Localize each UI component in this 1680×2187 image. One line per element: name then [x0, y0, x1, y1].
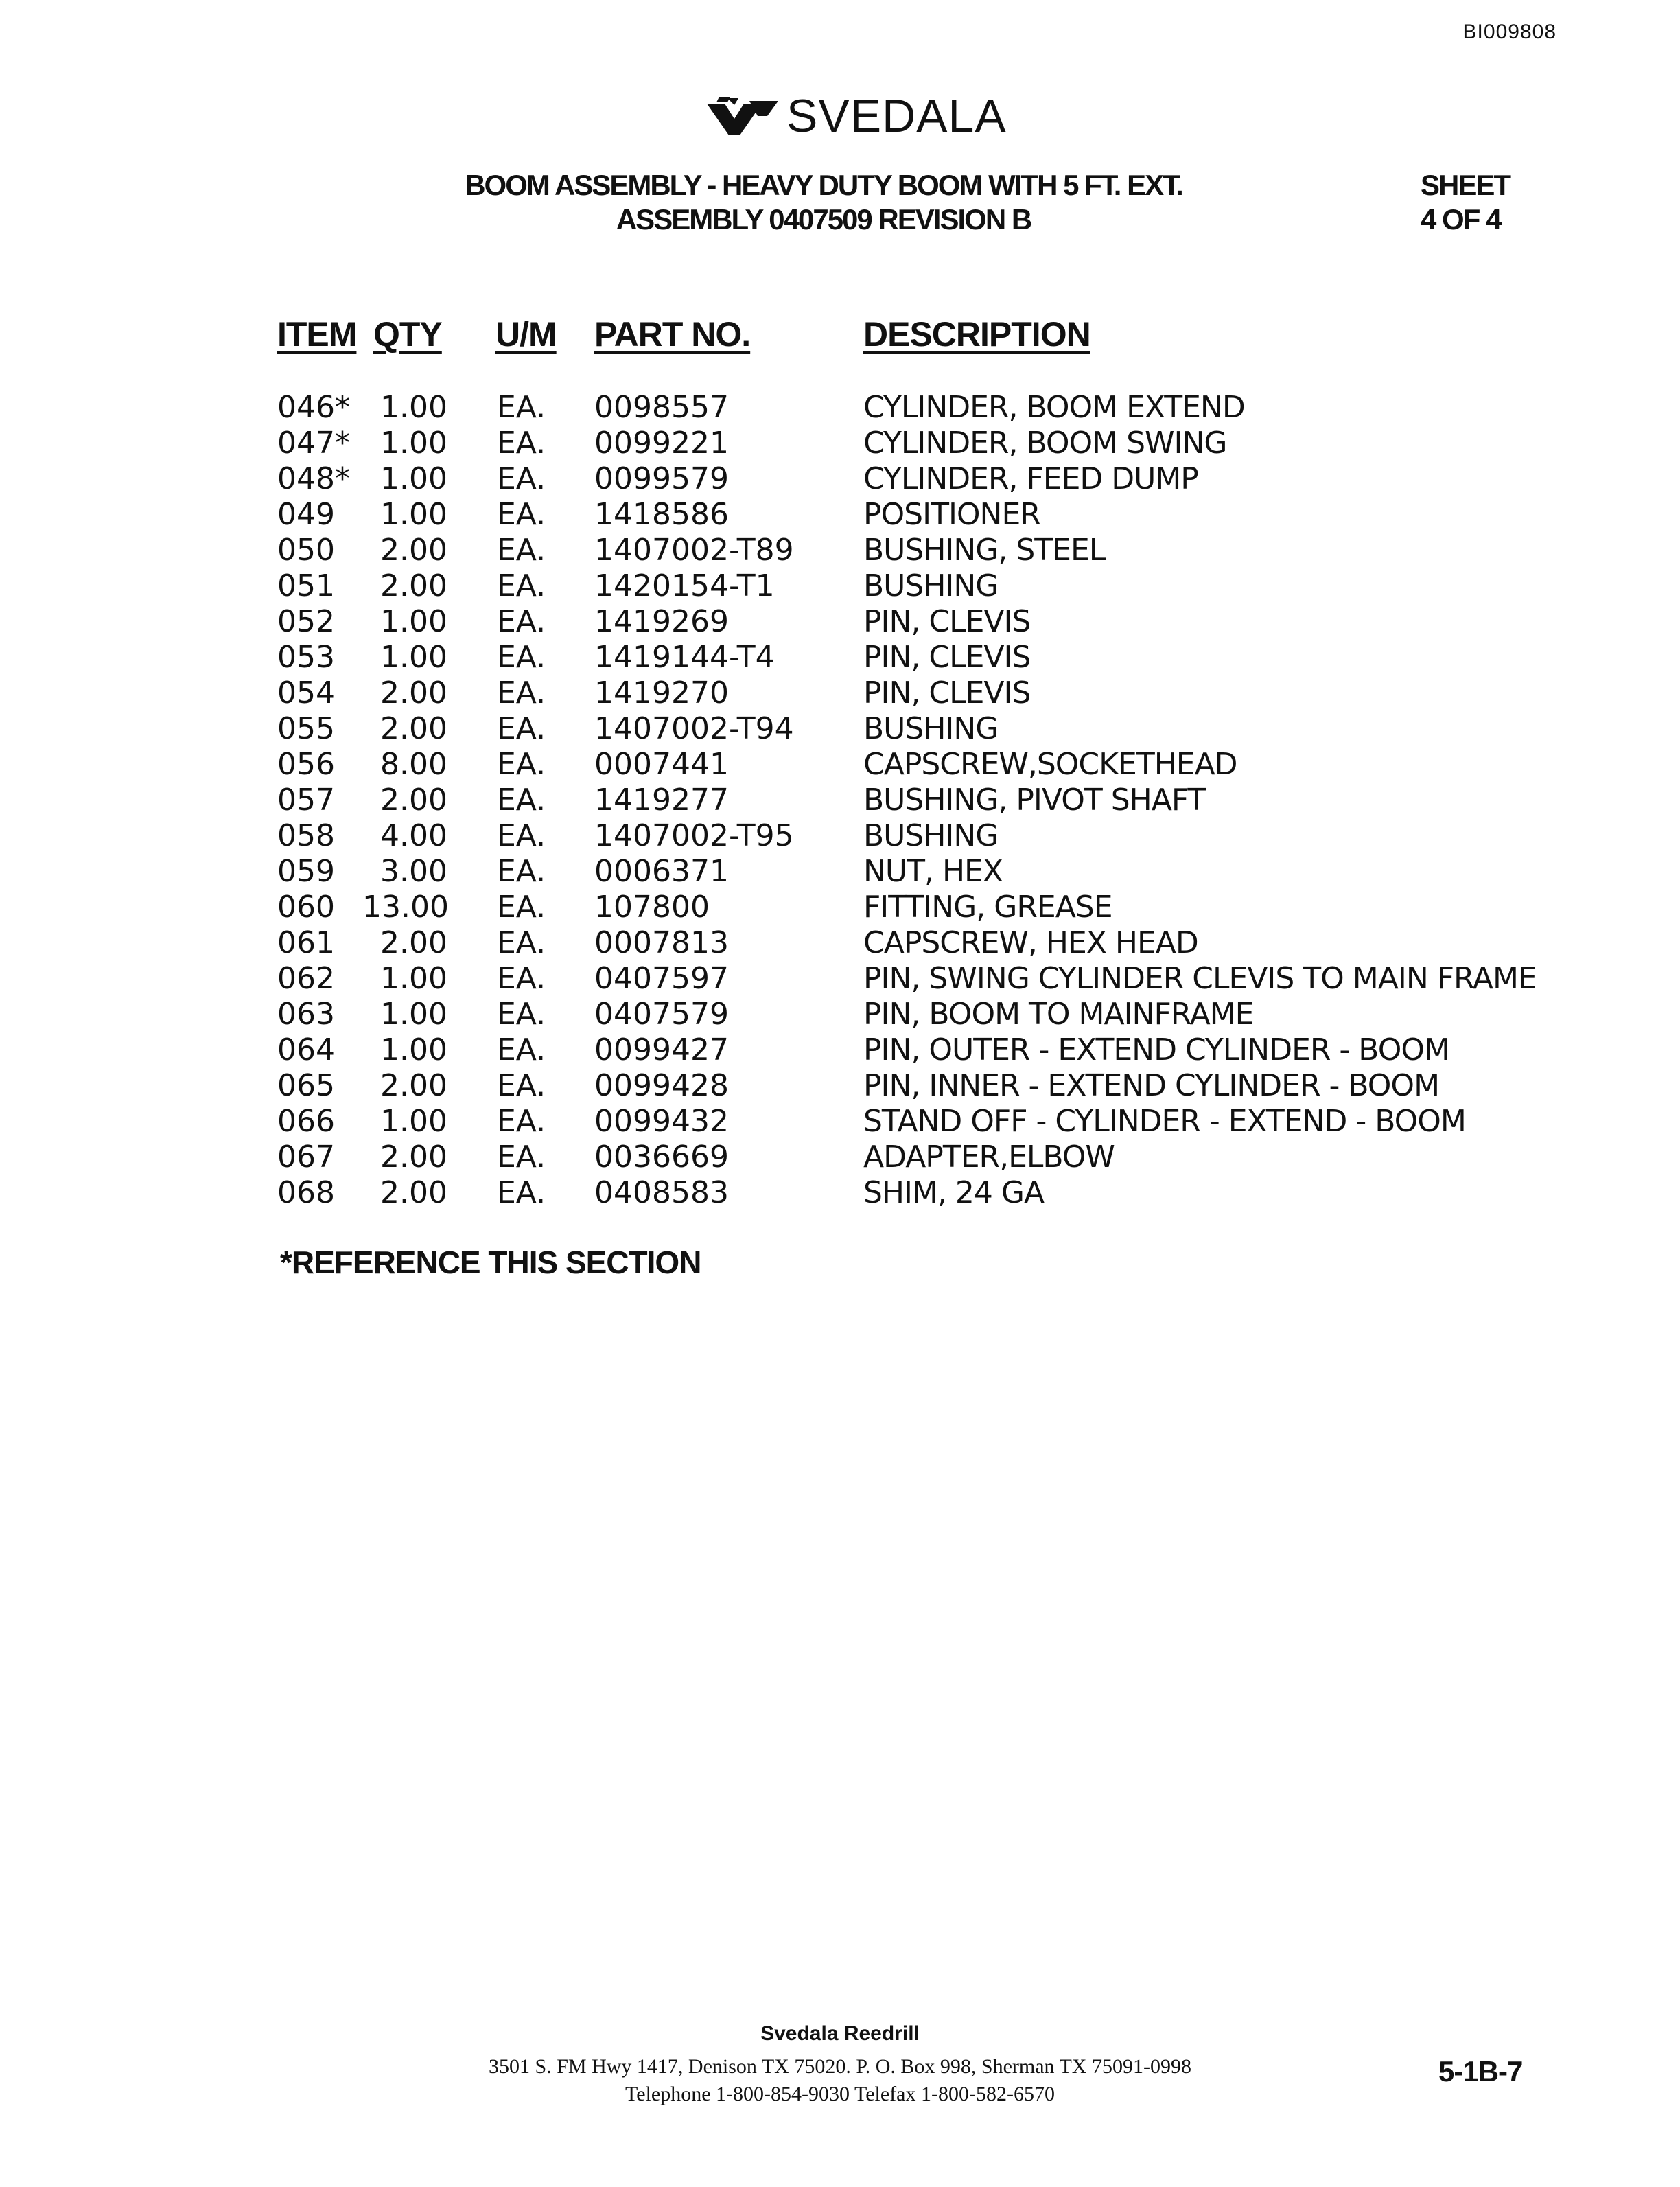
description-cell: CYLINDER, BOOM SWING [863, 426, 1227, 461]
qty-cell: 4.00 [380, 818, 447, 853]
table-row [0, 390, 1680, 426]
um-cell: EA. [497, 1139, 546, 1174]
part-number-cell: 1419269 [594, 604, 729, 639]
part-number-cell: 0007441 [594, 747, 729, 782]
description-cell: PIN, OUTER - EXTEND CYLINDER - BOOM [863, 1032, 1449, 1067]
um-cell: EA. [497, 1175, 546, 1210]
header-part-no: PART NO. [594, 315, 751, 354]
item-cell: 061 [277, 925, 335, 960]
um-cell: EA. [497, 890, 546, 925]
table-row [0, 854, 1680, 890]
item-cell: 063 [277, 997, 335, 1032]
table-row [0, 461, 1680, 497]
item-cell: 065 [277, 1068, 335, 1103]
page-number: 5-1B-7 [1438, 2055, 1523, 2087]
document-title [412, 168, 1235, 237]
qty-cell: 1.00 [380, 1104, 447, 1139]
table-row [0, 1032, 1680, 1068]
description-cell: SHIM, 24 GA [863, 1175, 1045, 1210]
item-cell: 067 [277, 1139, 335, 1174]
footer-company: Svedala Reedrill [760, 2022, 920, 2045]
part-number-cell: 1419270 [594, 675, 729, 710]
part-number-cell: 1407002-T95 [594, 818, 794, 853]
part-number-cell: 0036669 [594, 1139, 729, 1174]
part-number-cell: 0407597 [594, 961, 729, 996]
um-cell: EA. [497, 640, 546, 675]
qty-cell: 1.00 [380, 390, 447, 425]
part-number-cell: 1407002-T89 [594, 533, 794, 568]
item-cell: 064 [277, 1032, 335, 1067]
table-row [0, 568, 1680, 604]
item-cell: 057 [277, 783, 335, 818]
item-cell: 058 [277, 818, 335, 853]
um-cell: EA. [497, 925, 546, 960]
table-row [0, 783, 1680, 818]
part-number-cell: 0408583 [594, 1175, 729, 1210]
part-number-cell: 0099428 [594, 1068, 729, 1103]
qty-cell: 2.00 [380, 1068, 447, 1103]
description-cell: BUSHING, PIVOT SHAFT [863, 783, 1206, 818]
part-number-cell: 1420154-T1 [594, 568, 775, 603]
part-number-cell: 0007813 [594, 925, 729, 960]
um-cell: EA. [497, 604, 546, 639]
footer-phone: Telephone 1-800-854-9030 Telefax 1-800-582-6570 [625, 2083, 1055, 2105]
part-number-cell: 0099221 [594, 426, 729, 461]
table-row [0, 818, 1680, 854]
description-cell: PIN, SWING CYLINDER CLEVIS TO MAIN FRAME [863, 961, 1537, 996]
table-row [0, 675, 1680, 711]
brand-name: SVEDALA [786, 90, 1007, 142]
item-cell: 053 [277, 640, 335, 675]
qty-cell: 1.00 [380, 426, 447, 461]
um-cell: EA. [497, 783, 546, 818]
item-cell: 068 [277, 1175, 335, 1210]
item-cell: 055 [277, 711, 335, 746]
qty-cell: 1.00 [380, 997, 447, 1032]
um-cell: EA. [497, 568, 546, 603]
item-cell: 056 [277, 747, 335, 782]
item-cell: 059 [277, 854, 335, 889]
brand-logo [707, 89, 1007, 143]
parts-table-header [0, 314, 1680, 362]
qty-cell: 2.00 [380, 711, 447, 746]
description-cell: PIN, INNER - EXTEND CYLINDER - BOOM [863, 1068, 1440, 1103]
item-cell: 051 [277, 568, 335, 603]
description-cell: BUSHING, STEEL [863, 533, 1106, 568]
qty-cell: 1.00 [380, 1032, 447, 1067]
description-cell: BUSHING [863, 818, 999, 853]
table-row [0, 997, 1680, 1032]
description-cell: CYLINDER, BOOM EXTEND [863, 390, 1245, 425]
um-cell: EA. [497, 390, 546, 425]
table-row [0, 1104, 1680, 1139]
qty-cell: 13.00 [362, 890, 449, 925]
part-number-cell: 0098557 [594, 390, 729, 425]
title-line-2: ASSEMBLY 0407509 REVISION B [616, 203, 1031, 235]
table-row [0, 747, 1680, 783]
table-row [0, 497, 1680, 533]
table-row [0, 961, 1680, 997]
description-cell: STAND OFF - CYLINDER - EXTEND - BOOM [863, 1104, 1466, 1139]
table-row [0, 426, 1680, 461]
description-cell: PIN, BOOM TO MAINFRAME [863, 997, 1254, 1032]
um-cell: EA. [497, 497, 546, 532]
title-line-1: BOOM ASSEMBLY - HEAVY DUTY BOOM WITH 5 FT. EXT. [465, 169, 1182, 201]
qty-cell: 2.00 [380, 533, 447, 568]
description-cell: PIN, CLEVIS [863, 604, 1031, 639]
item-cell: 054 [277, 675, 335, 710]
description-cell: POSITIONER [863, 497, 1040, 532]
um-cell: EA. [497, 1068, 546, 1103]
um-cell: EA. [497, 533, 546, 568]
description-cell: ADAPTER,ELBOW [863, 1139, 1115, 1174]
item-cell: 062 [277, 961, 335, 996]
document-id: BI009808 [1462, 21, 1556, 43]
qty-cell: 2.00 [380, 1139, 447, 1174]
item-cell: 049 [277, 497, 335, 532]
reference-note: *REFERENCE THIS SECTION [280, 1245, 701, 1280]
um-cell: EA. [497, 747, 546, 782]
item-cell: 066 [277, 1104, 335, 1139]
table-row [0, 640, 1680, 675]
sheet-label: SHEET [1421, 169, 1510, 201]
table-row [0, 1068, 1680, 1104]
description-cell: CAPSCREW, HEX HEAD [863, 925, 1198, 960]
part-number-cell: 0099432 [594, 1104, 729, 1139]
um-cell: EA. [497, 961, 546, 996]
header-item: ITEM [277, 315, 357, 354]
part-number-cell: 1419277 [594, 783, 729, 818]
header-description: DESCRIPTION [863, 315, 1090, 354]
description-cell: CAPSCREW,SOCKETHEAD [863, 747, 1237, 782]
table-row [0, 890, 1680, 925]
item-cell: 060 [277, 890, 335, 925]
sheet-value: 4 OF 4 [1421, 203, 1501, 235]
description-cell: NUT, HEX [863, 854, 1003, 889]
um-cell: EA. [497, 461, 546, 496]
qty-cell: 2.00 [380, 925, 447, 960]
um-cell: EA. [497, 854, 546, 889]
description-cell: PIN, CLEVIS [863, 640, 1031, 675]
um-cell: EA. [497, 1032, 546, 1067]
item-cell: 046* [277, 390, 350, 425]
part-number-cell: 1418586 [594, 497, 729, 532]
item-cell: 048* [277, 461, 350, 496]
qty-cell: 2.00 [380, 783, 447, 818]
parts-table-body [0, 390, 1680, 1211]
part-number-cell: 1419144-T4 [594, 640, 775, 675]
part-number-cell: 0099579 [594, 461, 729, 496]
qty-cell: 1.00 [380, 604, 447, 639]
header-um: U/M [495, 315, 557, 354]
qty-cell: 2.00 [380, 675, 447, 710]
um-cell: EA. [497, 426, 546, 461]
qty-cell: 1.00 [380, 461, 447, 496]
item-cell: 052 [277, 604, 335, 639]
part-number-cell: 1407002-T94 [594, 711, 794, 746]
sheet-indicator [1421, 168, 1510, 237]
part-number-cell: 107800 [594, 890, 710, 925]
qty-cell: 3.00 [380, 854, 447, 889]
qty-cell: 1.00 [380, 640, 447, 675]
description-cell: BUSHING [863, 568, 999, 603]
item-cell: 047* [277, 426, 350, 461]
qty-cell: 2.00 [380, 568, 447, 603]
part-number-cell: 0407579 [594, 997, 729, 1032]
item-cell: 050 [277, 533, 335, 568]
qty-cell: 1.00 [380, 497, 447, 532]
qty-cell: 2.00 [380, 1175, 447, 1210]
qty-cell: 8.00 [380, 747, 447, 782]
header-qty: QTY [373, 315, 442, 354]
um-cell: EA. [497, 1104, 546, 1139]
description-cell: PIN, CLEVIS [863, 675, 1031, 710]
description-cell: CYLINDER, FEED DUMP [863, 461, 1198, 496]
part-number-cell: 0006371 [594, 854, 729, 889]
table-row [0, 711, 1680, 747]
table-row [0, 925, 1680, 961]
part-number-cell: 0099427 [594, 1032, 729, 1067]
description-cell: BUSHING [863, 711, 999, 746]
table-row [0, 533, 1680, 568]
description-cell: FITTING, GREASE [863, 890, 1112, 925]
um-cell: EA. [497, 818, 546, 853]
footer-address: 3501 S. FM Hwy 1417, Denison TX 75020. P. O. Box 998, Sherman TX 75091-0998 [489, 2055, 1191, 2078]
table-row [0, 1175, 1680, 1211]
table-row [0, 604, 1680, 640]
um-cell: EA. [497, 675, 546, 710]
um-cell: EA. [497, 997, 546, 1032]
qty-cell: 1.00 [380, 961, 447, 996]
svedala-logo-icon [707, 95, 782, 137]
table-row [0, 1139, 1680, 1175]
um-cell: EA. [497, 711, 546, 746]
